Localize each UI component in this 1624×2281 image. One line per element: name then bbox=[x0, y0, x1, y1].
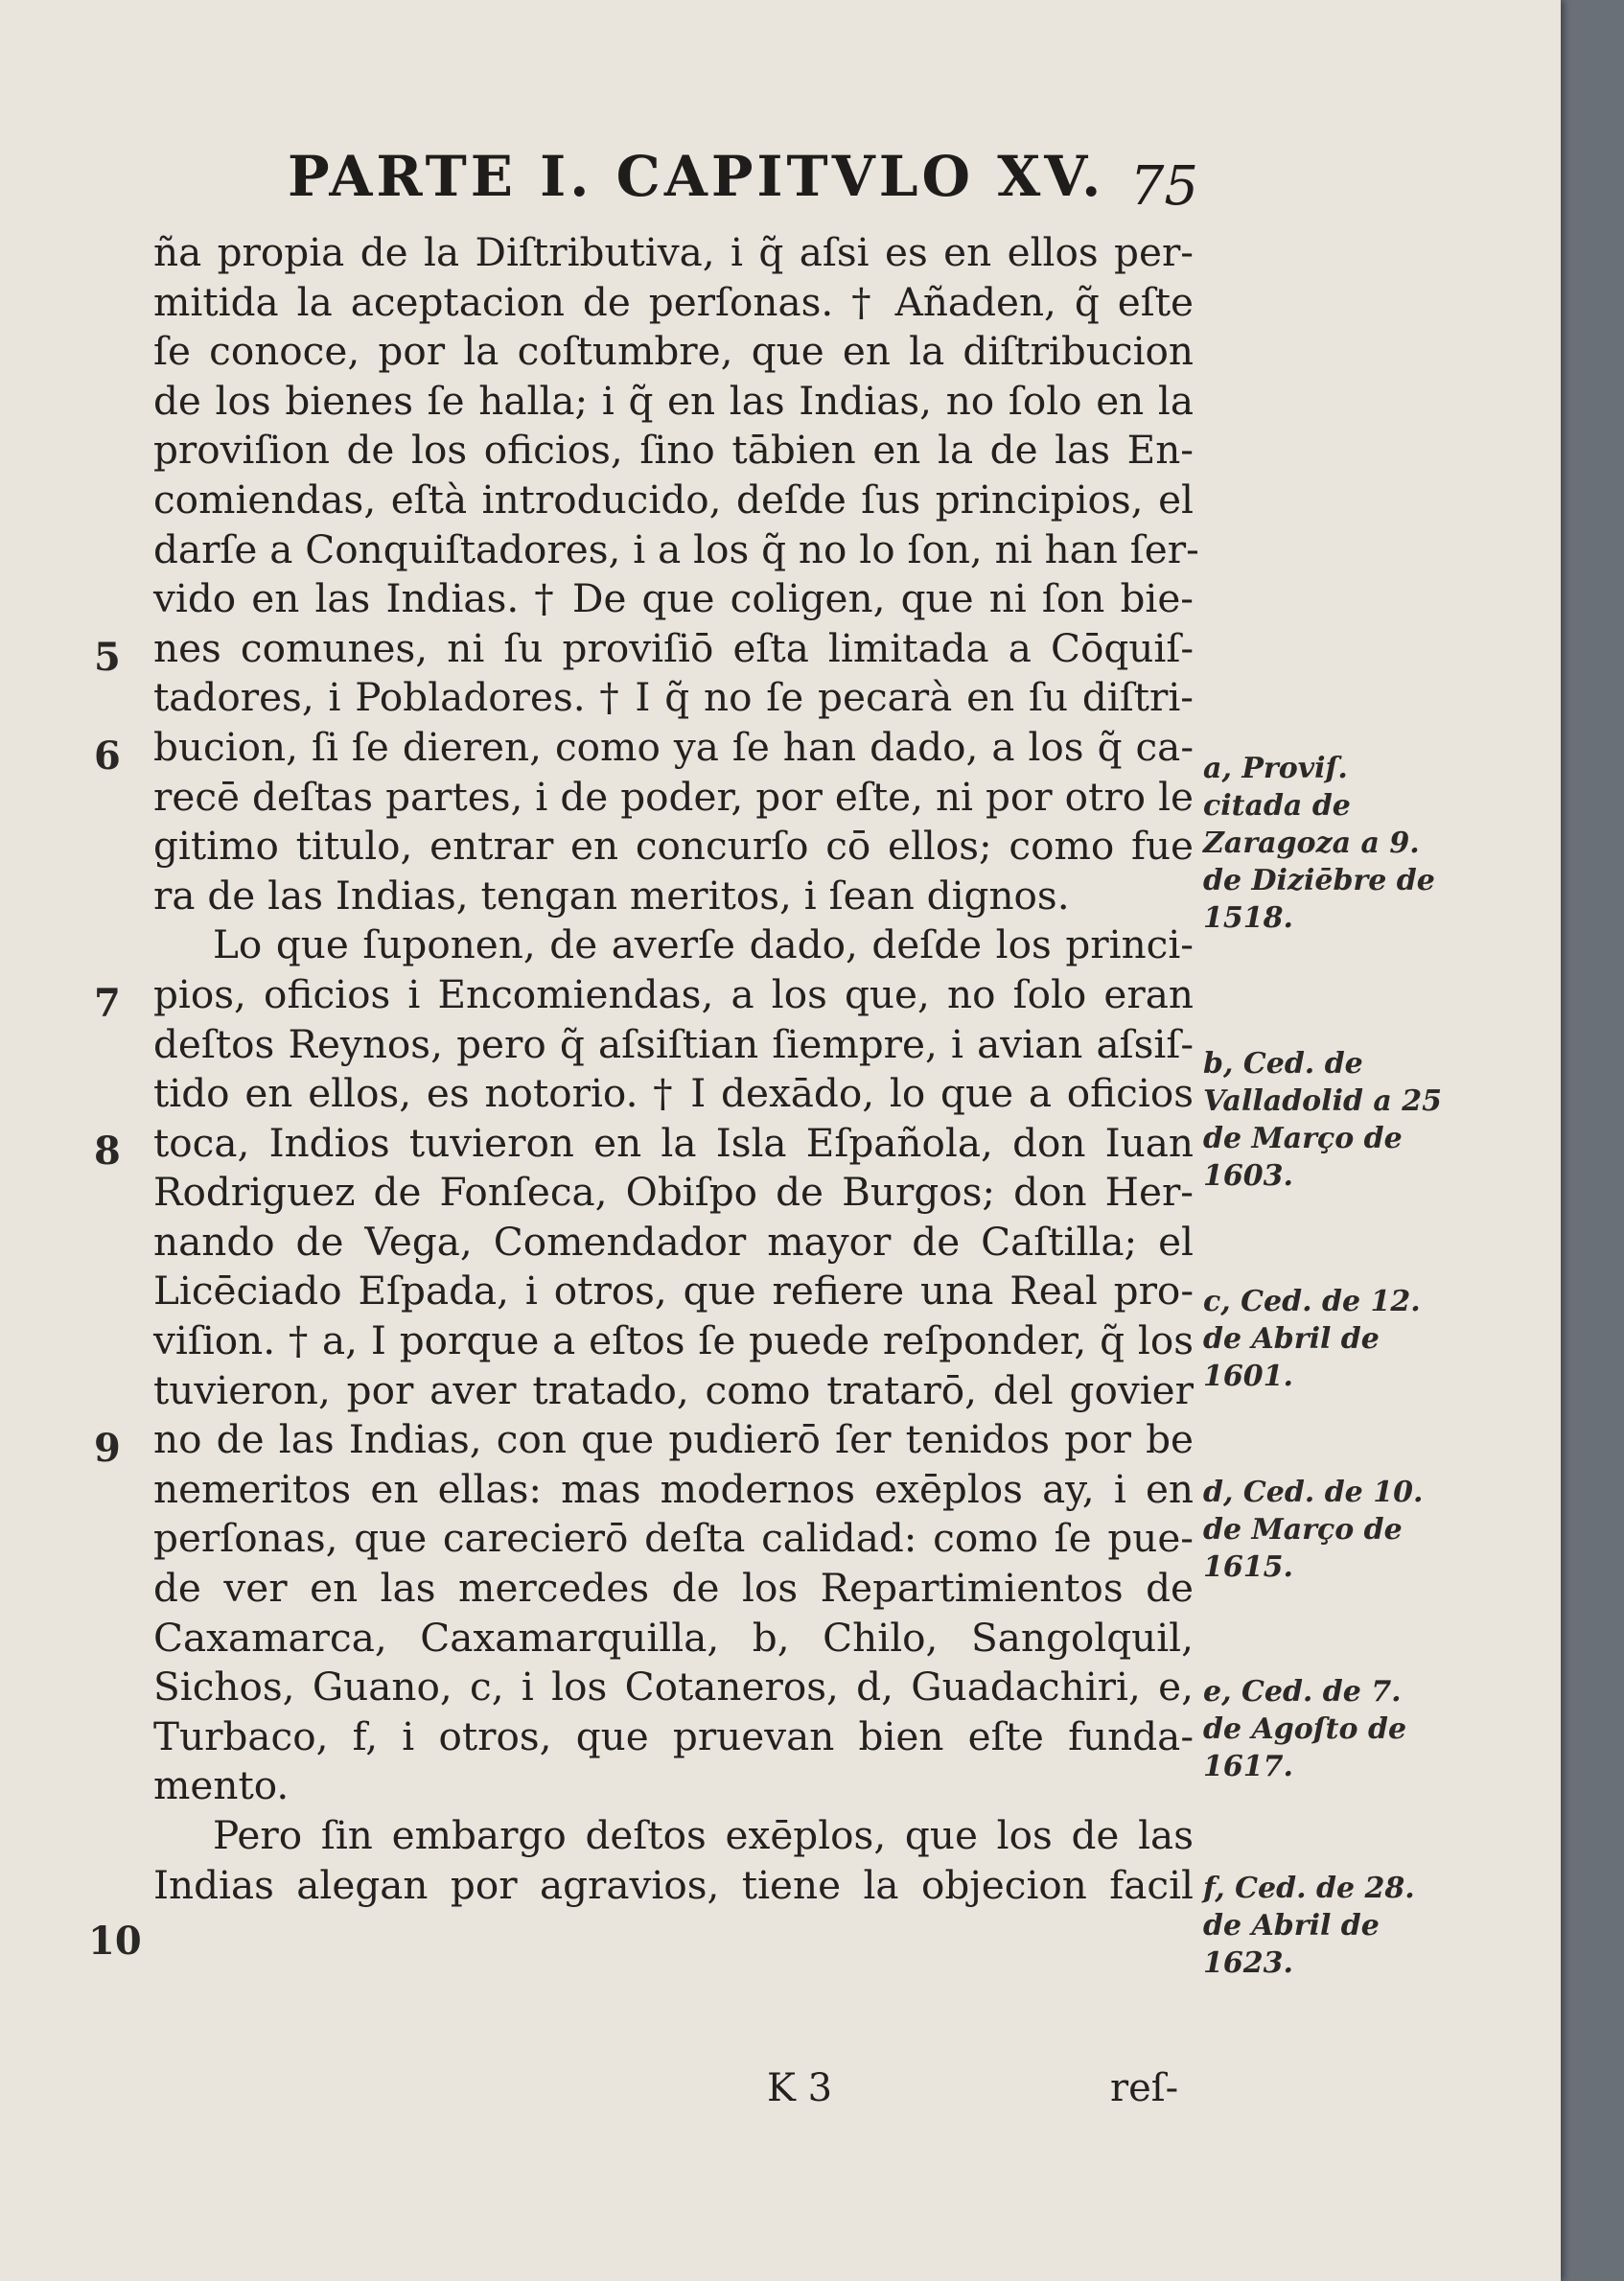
text-line: darſe a Conquiſtadores, i a los q̃ no lo ſon, ni han ſer- bbox=[153, 525, 1199, 572]
margin-notes-column bbox=[1203, 0, 1452, 2281]
text-line: proviſion de los oficios, ſino tābien en la de las En- bbox=[153, 427, 1194, 474]
paragraph-number: 6 bbox=[94, 733, 121, 779]
text-line: de ver en las mercedes de los Repartimientos de bbox=[153, 1565, 1194, 1612]
main-text-block bbox=[153, 228, 1199, 1910]
page-number: 75 bbox=[1129, 155, 1198, 218]
signature-mark: K 3 bbox=[767, 2066, 833, 2110]
catchword: reſ- bbox=[1110, 2066, 1179, 2110]
paragraph-number-column bbox=[0, 0, 144, 2281]
text-line: Pero ſin embargo deſtos exēplos, que los de las bbox=[213, 1812, 1194, 1858]
text-line: Turbaco, f, i otros, que pruevan bien eſte funda- bbox=[153, 1712, 1194, 1759]
text-line: ña propia de la Diſtributiva, i q̃ aſsi es en ellos per- bbox=[153, 229, 1194, 275]
page-header bbox=[288, 144, 1198, 235]
text-line: Lo que ſuponen, de averſe dado, deſde los princi- bbox=[213, 921, 1194, 968]
running-head: PARTE I. CAPITVLO XV. bbox=[288, 144, 1105, 209]
paragraph-number: 10 bbox=[88, 1919, 142, 1964]
text-line: perſonas, que carecierō deſta calidad: como ſe pue- bbox=[153, 1515, 1194, 1562]
margin-note: b, Ced. de Valladolid a 25 de Março de 1603. bbox=[1203, 1047, 1443, 1193]
text-line: deſtos Reynos, pero q̃ aſsiſtian ſiempre, i avian aſsiſ- bbox=[153, 1020, 1194, 1067]
text-line: mitida la aceptacion de perſonas. † Añaden, q̃ eſte bbox=[153, 278, 1194, 325]
text-line: tido en ellos, es notorio. † I dexādo, lo que a oficios bbox=[153, 1070, 1194, 1117]
text-line: Indias alegan por agravios, tiene la objecion facil bbox=[153, 1861, 1194, 1908]
text-line: viſion. † a, I porque a eſtos ſe puede reſponder, q̃ los bbox=[153, 1317, 1194, 1364]
text-line: de los bienes ſe halla; i q̃ en las Indias, no ſolo en la bbox=[153, 377, 1194, 424]
text-line: comiendas, eſtà introducido, deſde ſus principios, el bbox=[153, 476, 1194, 523]
text-line: bucion, ſi ſe dieren, como ya ſe han dado, a los q̃ ca- bbox=[153, 723, 1194, 770]
text-line: Licēciado Eſpada, i otros, que refiere una Real pro- bbox=[153, 1268, 1194, 1315]
text-line: nando de Vega, Comendador mayor de Caſtilla; el bbox=[153, 1218, 1194, 1265]
text-line: ſe conoce, por la coſtumbre, que en la diſtribucion bbox=[153, 328, 1194, 375]
text-line: nes comunes, ni ſu proviſiō eſta limitada a Cōquiſ- bbox=[153, 624, 1194, 671]
text-line: gitimo titulo, entrar en concurſo cō ellos; como fue bbox=[153, 823, 1194, 870]
text-line: tadores, i Pobladores. † I q̃ no ſe pecarà en ſu diſtri- bbox=[153, 674, 1194, 721]
text-line: mento. bbox=[153, 1762, 290, 1809]
text-line: pios, oficios i Encomiendas, a los que, no ſolo eran bbox=[153, 970, 1194, 1017]
margin-note: d, Ced. de 10. de Março de 1615. bbox=[1203, 1476, 1424, 1584]
text-line: Caxamarca, Caxamarquilla, b, Chilo, Sangolquil, bbox=[153, 1614, 1194, 1661]
margin-note: e, Ced. de 7. de Agoſto de 1617. bbox=[1203, 1675, 1407, 1783]
text-line: nemeritos en ellas: mas modernos exēplos ay, i en bbox=[153, 1465, 1194, 1512]
margin-note: c, Ced. de 12. de Abril de 1601. bbox=[1203, 1285, 1421, 1393]
text-line: tuvieron, por aver tratado, como tratarō, del govier bbox=[153, 1366, 1194, 1413]
text-line: Sichos, Guano, c, i los Cotaneros, d, Guadachiri, e, bbox=[153, 1664, 1194, 1711]
margin-note: a, Proviſ. citada de Zaragoza a 9. de Diziēbre de 1518. bbox=[1203, 752, 1435, 935]
paragraph-number: 7 bbox=[94, 981, 121, 1026]
text-line: no de las Indias, con que pudierō ſer tenidos por be bbox=[153, 1416, 1194, 1463]
text-line: toca, Indios tuvieron en la Isla Eſpañola, don Iuan bbox=[153, 1119, 1194, 1166]
paragraph-number: 9 bbox=[94, 1426, 121, 1471]
paragraph-number: 5 bbox=[94, 635, 121, 680]
text-line: ra de las Indias, tengan meritos, i ſean dignos. bbox=[153, 872, 1070, 919]
paragraph-number: 8 bbox=[94, 1129, 121, 1174]
text-line: Rodriguez de Fonſeca, Obiſpo de Burgos; don Her- bbox=[153, 1169, 1194, 1216]
margin-note: f, Ced. de 28. de Abril de 1623. bbox=[1203, 1872, 1415, 1980]
text-line: vido en las Indias. † De que coligen, que ni ſon bie- bbox=[153, 575, 1194, 622]
text-line: recē deſtas partes, i de poder, por eſte, ni por otro le bbox=[153, 773, 1194, 820]
